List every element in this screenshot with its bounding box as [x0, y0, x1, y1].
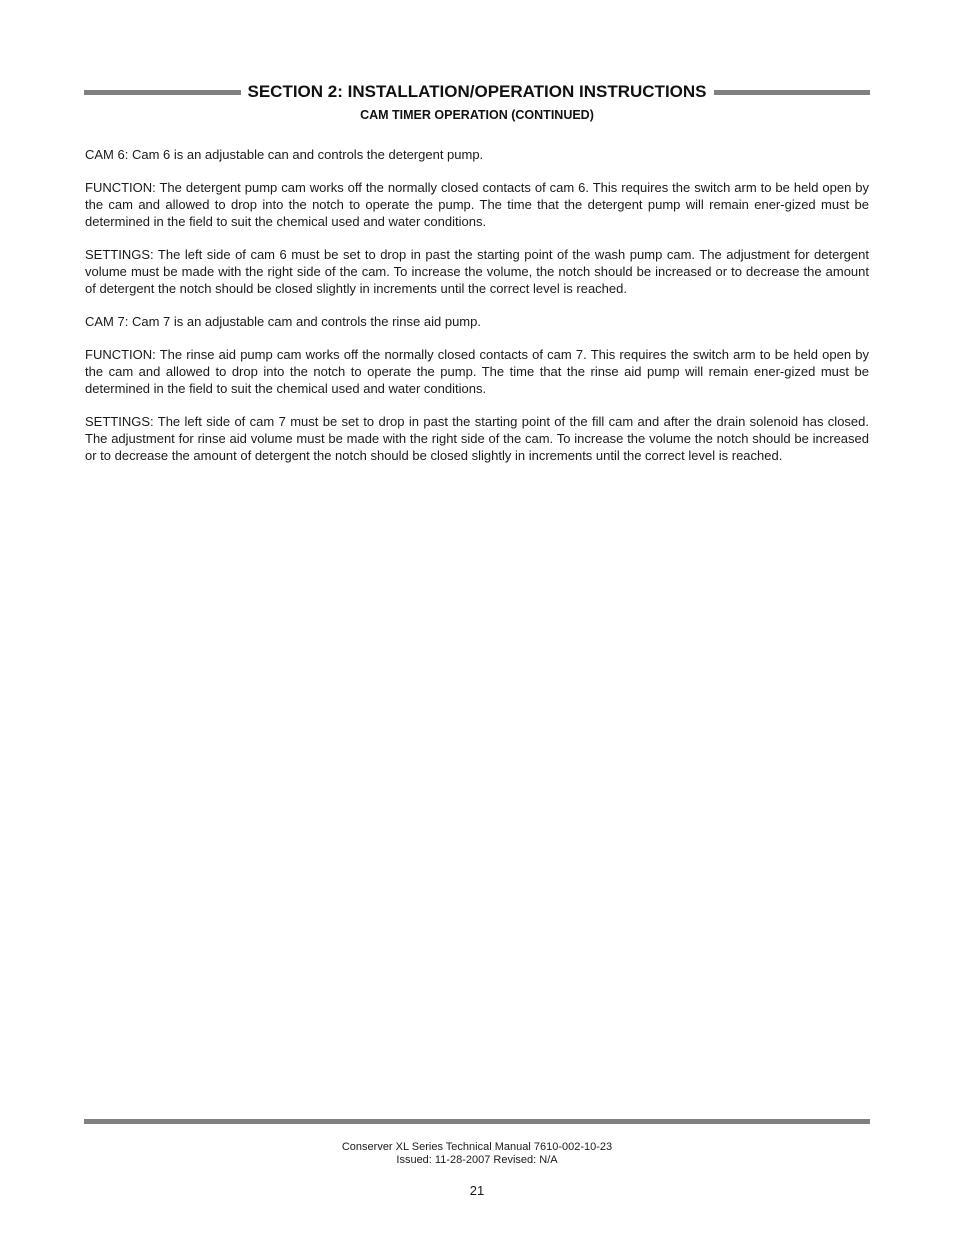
body-text	[85, 146, 869, 480]
paragraph-cam7-settings: SETTINGS: The left side of cam 7 must be set to drop in past the starting point of the fill cam and after the drain solenoid has closed. The adjustment for rinse aid volume must be made with the right side of the cam. To increase the volume the notch should be increased or to decrease the amount of detergent the notch should be closed slightly in increments until the correct level is reached.	[85, 414, 869, 463]
header-rule-left	[84, 90, 241, 95]
page-number: 21	[469, 1183, 485, 1198]
section-header	[84, 80, 870, 104]
footer-issue-date: Issued: 11-28-2007 Revised: N/A	[396, 1154, 558, 1166]
paragraph-cam7-intro: CAM 7: Cam 7 is an adjustable cam and controls the rinse aid pump.	[85, 314, 481, 329]
subsection-title: CAM TIMER OPERATION (CONTINUED)	[360, 108, 594, 122]
footer-manual-title: Conserver XL Series Technical Manual 7610-002-10-23	[341, 1141, 613, 1153]
footer	[84, 1141, 870, 1167]
footer-rule	[84, 1119, 870, 1124]
paragraph-cam6-settings: SETTINGS: The left side of cam 6 must be set to drop in past the starting point of the wash pump cam. The adjustment for detergent volume must be made with the right side of the cam. To increase the volume, the notch should be increased or to decrease the amount of detergent the notch should be closed slightly in increments until the correct level is reached.	[85, 247, 869, 296]
paragraph-cam7-function: FUNCTION: The rinse aid pump cam works off the normally closed contacts of cam 7. This requires the switch arm to be held open by the cam and allowed to drop into the notch to operate the pump. The time that the rinse aid pump will remain ener-gized must be determined in the field to suit the chemical used and water conditions.	[85, 347, 869, 396]
header-rule-right	[714, 90, 871, 95]
paragraph-cam6-intro: CAM 6: Cam 6 is an adjustable can and controls the detergent pump.	[85, 147, 484, 162]
section-title: SECTION 2: INSTALLATION/OPERATION INSTRUCTIONS	[247, 82, 707, 101]
paragraph-cam6-function: FUNCTION: The detergent pump cam works off the normally closed contacts of cam 6. This requires the switch arm to be held open by the cam and allowed to drop into the notch to operate the pump. The time that the detergent pump will remain ener-gized must be determined in the field to suit the chemical used and water conditions.	[85, 180, 869, 229]
